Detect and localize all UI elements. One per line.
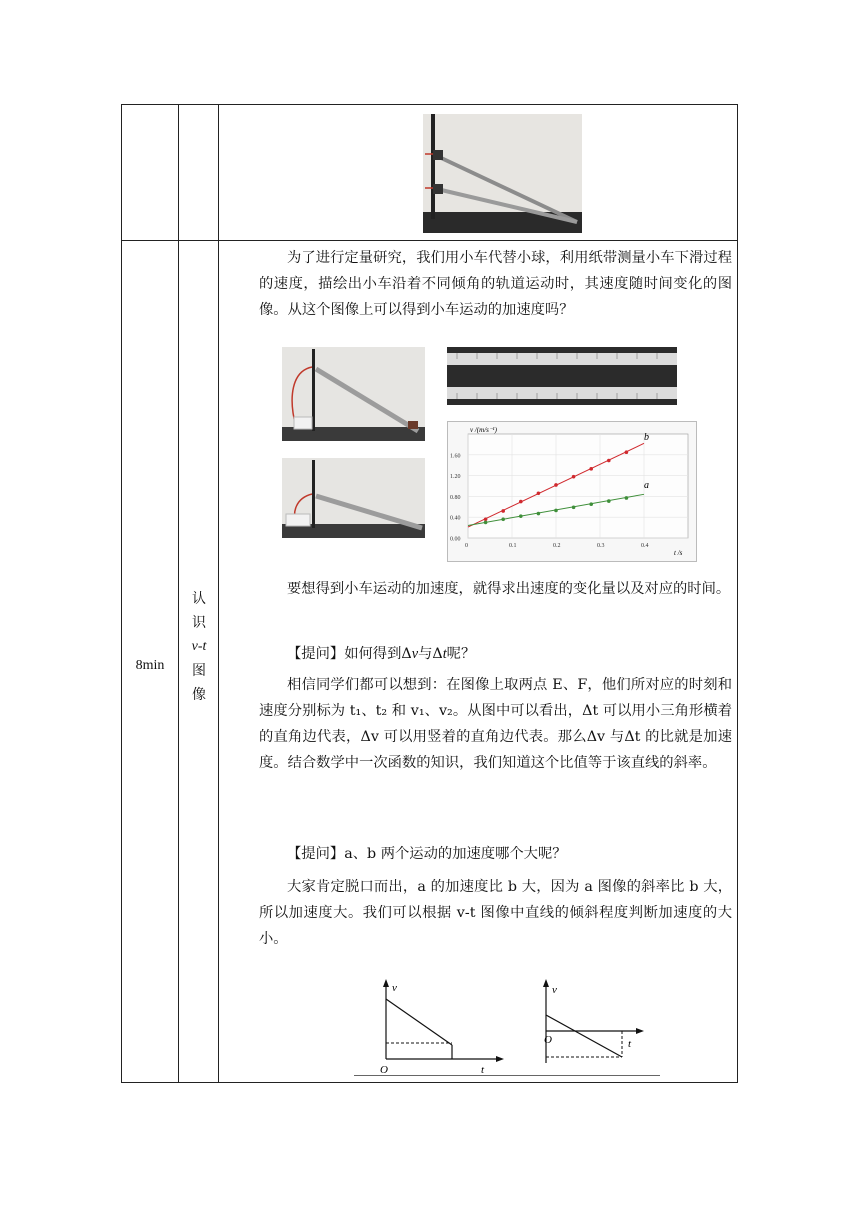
question-compare <box>259 841 732 867</box>
data-point-b <box>572 475 576 479</box>
data-point-a <box>554 509 558 513</box>
data-point-b <box>484 517 488 521</box>
track-photo-top <box>423 114 582 233</box>
section-char: 图 <box>192 663 206 679</box>
vt-chart <box>447 421 697 562</box>
cart-photo-steep <box>282 347 425 441</box>
data-point-a <box>625 496 629 500</box>
data-point-b <box>607 459 611 463</box>
series-label-b: b <box>644 432 649 443</box>
question-text: a、b 两个运动的加速度哪个大呢？ <box>344 846 567 862</box>
data-point-a <box>519 514 523 518</box>
sketch-t-label: t <box>481 1064 485 1076</box>
y-tick-label: 0.40 <box>450 515 461 522</box>
data-point-b <box>625 450 629 454</box>
x-tick-label: 0.2 <box>553 543 561 549</box>
data-point-b <box>501 509 505 513</box>
sketch-v-label: v <box>392 982 397 994</box>
data-point-b <box>537 491 541 495</box>
question-text: 呢？ <box>446 646 476 662</box>
time-cell: 8min <box>135 658 165 673</box>
x-tick-label: 0.4 <box>641 543 649 549</box>
table-row-divider <box>122 240 737 241</box>
x-tick-label: 0 <box>465 543 468 549</box>
section-char: 像 <box>192 687 206 703</box>
paragraph-slope-explanation: 相信同学们都可以想到：在图像上取两点 E、F，他们所对应的时刻和速度分别标为 t₁、t₂ 和 v₁、v₂。从图中可以看出，Δt 可以用小三角形横着的直角边代表，Δv 可以用竖着的直角边代表。那么Δv 与Δt 的比就是加速度。结合数学中一次函数的知识，我们知道这个比值等于该直线的斜率。 <box>259 677 732 771</box>
sketch-t-label: t <box>628 1038 632 1050</box>
y-tick-label: 0.80 <box>450 494 461 501</box>
data-point-b <box>554 483 558 487</box>
section-char: 识 <box>192 615 206 631</box>
paragraph-intro: 为了进行定量研究，我们用小车代替小球，利用纸带测量小车下滑过程的速度，描绘出小车沿着不同倾角的轨道运动时，其速度随时间变化的图像。从这个图像上可以得到小车运动的加速度吗？ <box>259 250 732 318</box>
question-text: 与Δ <box>418 646 443 662</box>
sketch-origin-label: O <box>544 1034 552 1046</box>
data-point-a <box>607 499 611 503</box>
question-tag: 【提问】 <box>287 846 345 862</box>
data-point-a <box>484 521 488 525</box>
tape-strip-photo <box>447 347 677 405</box>
data-point-a <box>589 502 593 506</box>
y-axis-label: v /(m/s⁻¹) <box>470 426 497 434</box>
data-point-a <box>572 506 576 510</box>
question-delta <box>259 641 732 667</box>
x-axis-label: t /s <box>674 549 683 557</box>
section-char: 认 <box>192 591 206 607</box>
question-var-v: v <box>411 646 419 662</box>
x-tick-label: 0.1 <box>509 543 517 549</box>
sketch-origin-label: O <box>380 1064 388 1076</box>
section-title-vertical <box>179 587 219 707</box>
sketch-baseline <box>354 1075 660 1076</box>
sketch-v-label: v <box>552 984 557 996</box>
data-point-a <box>537 512 541 516</box>
section-char: v-t <box>191 639 207 654</box>
vt-sketch-1 <box>354 977 504 1077</box>
y-tick-label: 1.60 <box>450 453 461 460</box>
question-tag: 【提问】 <box>287 646 345 662</box>
cart-photo-gentle <box>282 458 425 538</box>
question-text: 如何得到Δ <box>344 646 412 662</box>
paragraph-find-acceleration: 要想得到小车运动的加速度，就得求出速度的变化量以及对应的时间。 <box>287 581 731 597</box>
data-point-b <box>589 467 593 471</box>
data-point-a <box>501 517 505 521</box>
data-point-b <box>519 500 523 504</box>
lesson-table <box>121 104 738 1083</box>
series-label-a: a <box>644 480 649 491</box>
x-tick-label: 0.3 <box>597 543 605 549</box>
vt-sketch-2 <box>534 977 644 1077</box>
question-var-t: t <box>442 646 447 662</box>
y-tick-label: 1.20 <box>450 474 461 481</box>
y-tick-label: 0.00 <box>450 536 461 543</box>
paragraph-answer: 大家肯定脱口而出，a 的加速度比 b 大，因为 a 图像的斜率比 b 大，所以加速度大。我们可以根据 v-t 图像中直线的倾斜程度判断加速度的大小。 <box>259 879 732 947</box>
